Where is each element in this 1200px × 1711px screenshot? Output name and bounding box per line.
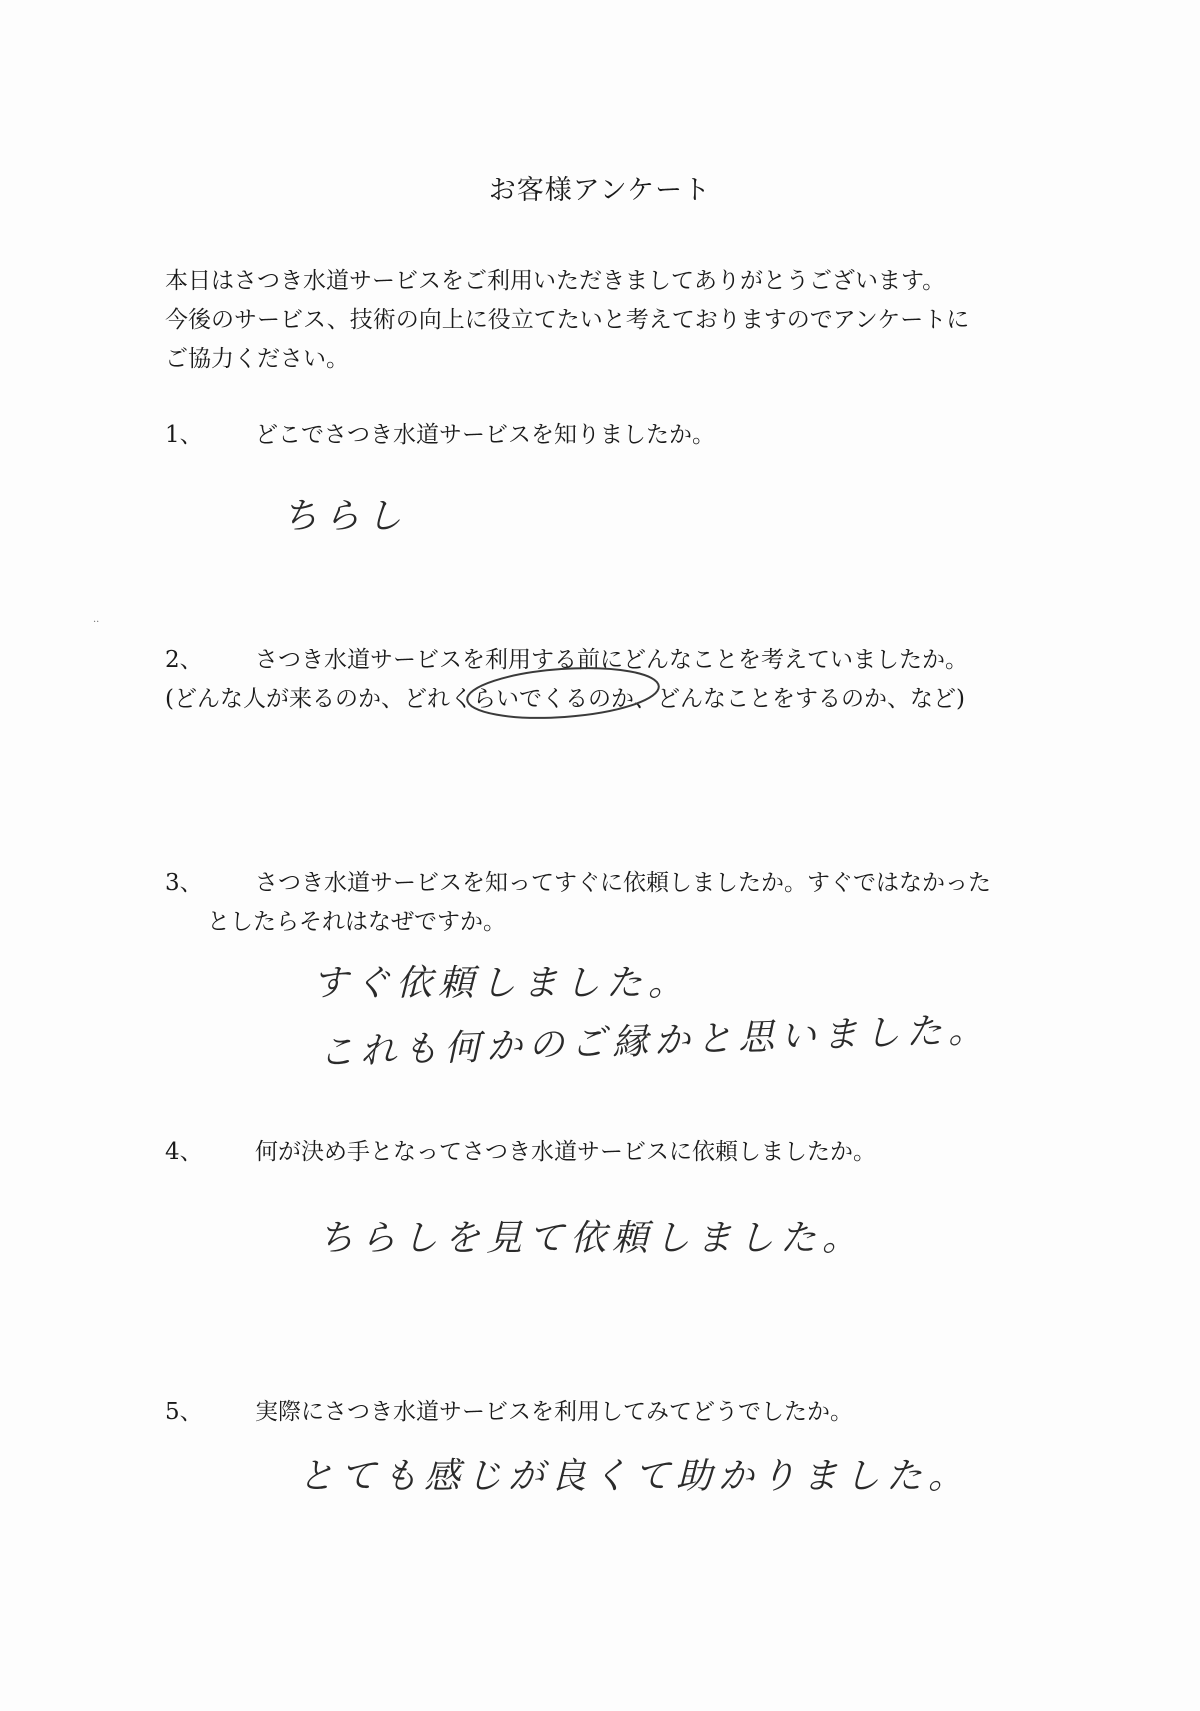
answer-4: ちらしを見て依頼しました。 <box>318 1218 865 1259</box>
answer-3-line-1: すぐ依頼しました。 <box>312 963 691 1004</box>
question-subtext: (どんな人が来るのか、どれくらいでくるのか、どんなことをするのか、など) <box>165 686 965 712</box>
question-number: 3、 <box>165 870 203 896</box>
intro-line-1: 本日はさつき水道サービスをご利用いただきましてありがとうございます。 <box>165 268 946 294</box>
answer-1: ちらし <box>282 496 409 537</box>
intro-text <box>165 262 1065 379</box>
intro-line-3: ご協力ください。 <box>165 346 349 372</box>
question-text-continued: としたらそれはなぜですか。 <box>207 909 506 935</box>
question-number: 1、 <box>165 422 203 448</box>
question-text: さつき水道サービスを利用する前にどんなことを考えていましたか。 <box>255 647 968 673</box>
question-number: 5、 <box>165 1399 203 1425</box>
scan-speck: ·· <box>93 617 100 628</box>
question-text: 実際にさつき水道サービスを利用してみてどうでしたか。 <box>255 1399 853 1425</box>
page-title: お客様アンケート <box>488 175 712 206</box>
question-number: 4、 <box>165 1139 203 1165</box>
question-text: さつき水道サービスを知ってすぐに依頼しましたか。すぐではなかった <box>255 870 991 896</box>
question-text: どこでさつき水道サービスを知りましたか。 <box>255 422 715 448</box>
answer-3-line-2: これも何かのご縁かと思いました。 <box>317 1009 991 1074</box>
question-text: 何が決め手となってさつき水道サービスに依頼しましたか。 <box>255 1139 876 1165</box>
intro-line-2: 今後のサービス、技術の向上に役立てたいと考えておりますのでアンケートに <box>165 307 970 333</box>
answer-5: とても感じが良くて助かりました。 <box>298 1456 971 1497</box>
question-number: 2、 <box>165 647 203 673</box>
handwritten-circle-mark <box>463 664 663 722</box>
